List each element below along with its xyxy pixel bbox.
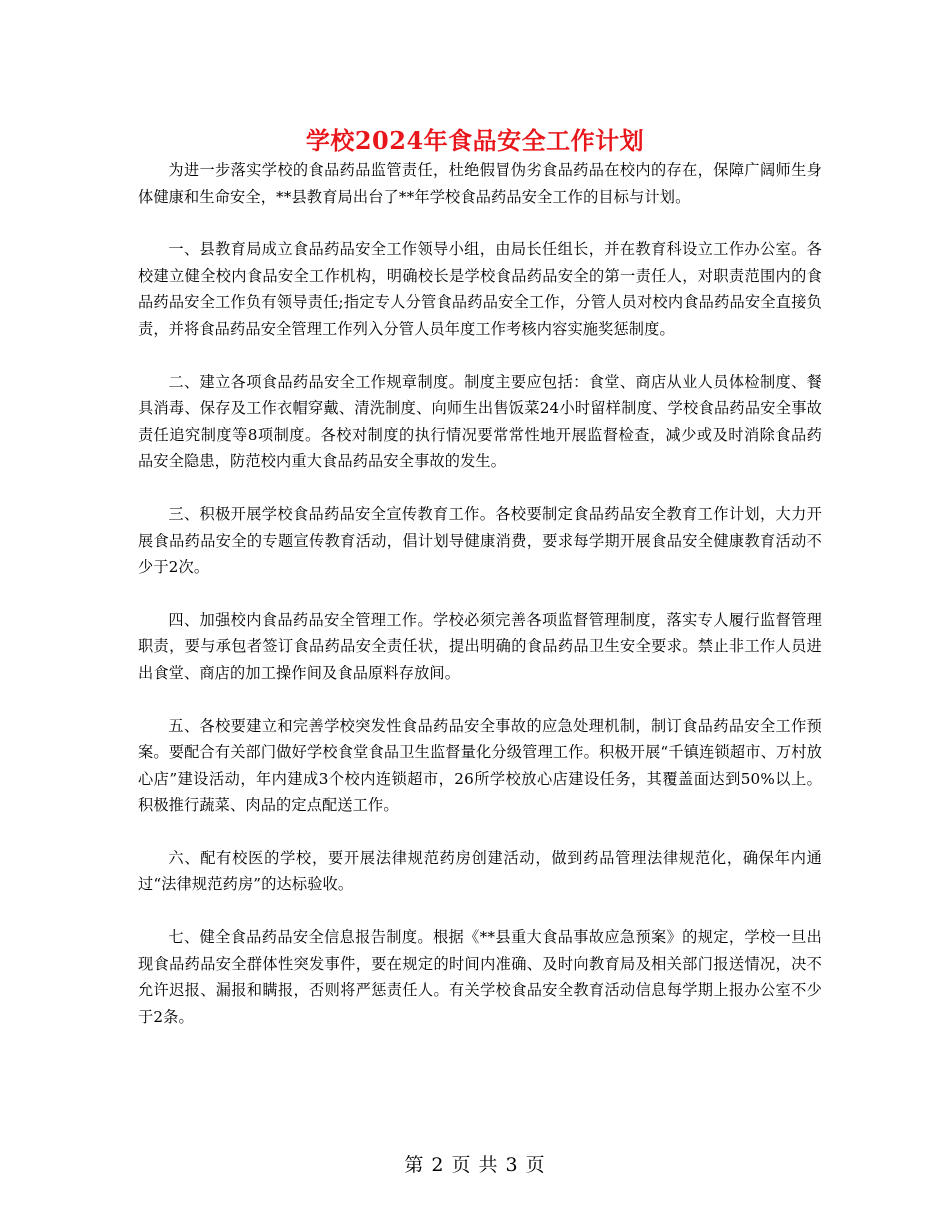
paragraph-item-2: 二、建立各项食品药品安全工作规章制度。制度主要应包括：食堂、商店从业人员体检制度、餐具消毒、保存及工作衣帽穿戴、清洗制度、向师生出售饭菜24小时留样制度、学校食品药品安全事故责任追究制度等8项制度。各校对制度的执行情况要常常性地开展监督检查，减少或及时消除食品药品安全隐患，防范校内重大食品药品安全事故的发生。 [138,372,822,471]
document-title: 学校2024年食品安全工作计划 [305,126,645,156]
paragraph-intro: 为进一步落实学校的食品药品监管责任，杜绝假冒伪劣食品药品在校内的存在，保障广阔师生身体健康和生命安全，**县教育局出台了**年学校食品药品安全工作的目标与计划。 [138,161,822,206]
paragraph-item-7: 七、健全食品药品安全信息报告制度。根据《**县重大食品事故应急预案》的规定，学校一旦出现食品药品安全群体性突发事件，要在规定的时间内准确、及时向教育局及相关部门报送情况，决不允许迟报、漏报和瞒报，否则将严惩责任人。有关学校食品安全教育活动信息每学期上报办公室不少于2条。 [138,928,822,1026]
page-number-footer: 第 2 页 共 3 页 [404,1154,546,1176]
paragraph-item-5: 五、各校要建立和完善学校突发性食品药品安全事故的应急处理机制，制订食品药品安全工作预案。要配合有关部门做好学校食堂食品卫生监督量化分级管理工作。积极开展“千镇连锁超市、万村放心店”建设活动，年内建成3个校内连锁超市，26所学校放心店建设任务，其覆盖面达到50%以上。积极推行蔬菜、肉品的定点配送工作。 [138,716,822,815]
paragraph-item-4: 四、加强校内食品药品安全管理工作。学校必须完善各项监督管理制度，落实专人履行监督管理职责，要与承包者签订食品药品安全责任状，提出明确的食品药品卫生安全要求。禁止非工作人员进出食堂、商店的加工操作间及食品原料存放间。 [138,610,822,682]
paragraph-item-1: 一、县教育局成立食品药品安全工作领导小组，由局长任组长，并在教育科设立工作办公室。各校建立健全校内食品安全工作机构，明确校长是学校食品药品安全的第一责任人，对职责范围内的食品药品安全工作负有领导责任;指定专人分管食品药品安全工作，分管人员对校内食品药品安全直接负责，并将食品药品安全管理工作列入分管人员年度工作考核内容实施奖惩制度。 [138,240,822,338]
document-body [138,157,822,1056]
paragraph-item-3: 三、积极开展学校食品药品安全宣传教育工作。各校要制定食品药品安全教育工作计划，大力开展食品药品安全的专题宣传教育活动，倡计划导健康消费，要求每学期开展食品安全健康教育活动不少于2次。 [138,504,822,577]
paragraph-item-6: 六、配有校医的学校，要开展法律规范药房创建活动，做到药品管理法律规范化，确保年内通过“法律规范药房”的达标验收。 [138,848,822,894]
